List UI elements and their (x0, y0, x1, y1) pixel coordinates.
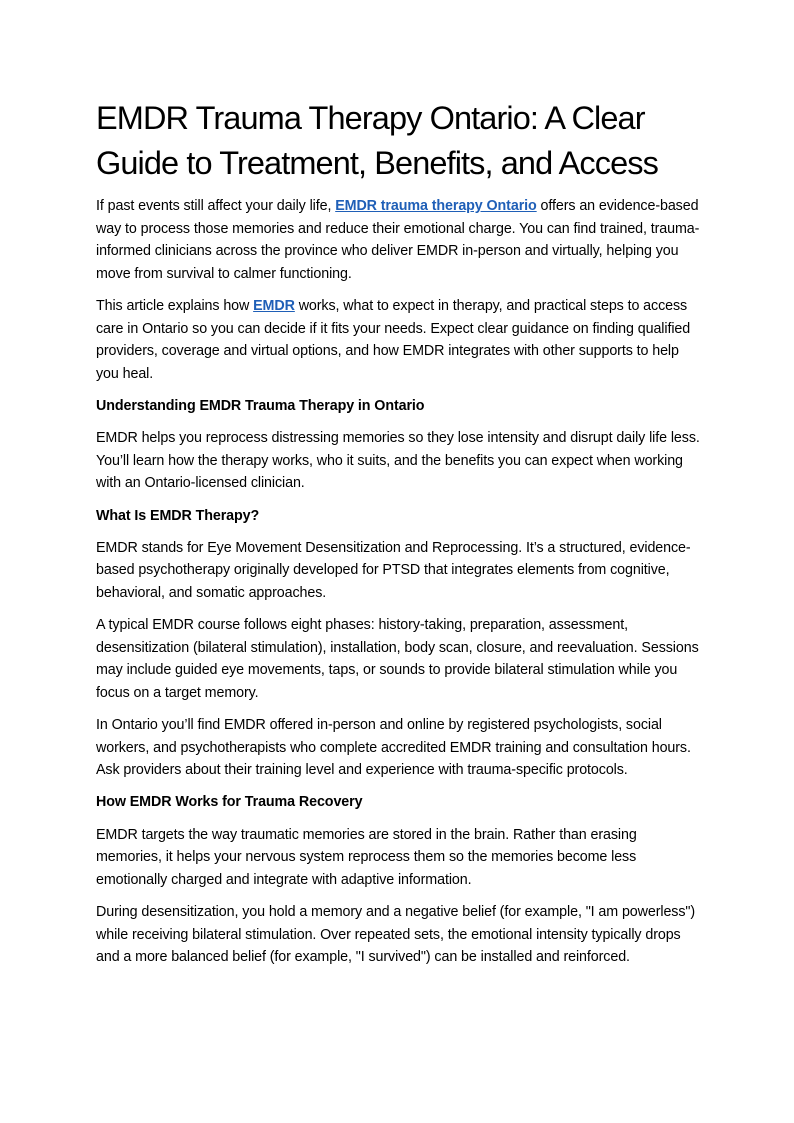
section-paragraph: A typical EMDR course follows eight phases: history-taking, preparation, assessment, desensitization (bilateral stimulation), installation, body scan, closure, and reevaluation. Sessions may include guided eye movements, taps, or sounds to provide bilateral stimulation while you focus on a target memory. (96, 617, 699, 701)
intro2-text-after: works, what to expect in therapy, and practical steps to access care in Ontario so you can decide if it fits your needs. Expect clear guidance on finding qualified providers, coverage and virtual options, and how EMDR integrates with other supports to help you heal. (96, 297, 691, 382)
page-title: EMDR Trauma Therapy Ontario: A Clear Guide to Treatment, Benefits, and Access (96, 100, 658, 181)
section-paragraph: In Ontario you’ll find EMDR offered in-person and online by registered psychologists, social workers, and psychotherapists who complete accredited EMDR training and consultation hours. Ask providers about their training level and experience with trauma-specific protocols. (96, 717, 691, 779)
emdr-link[interactable]: EMDR (253, 297, 295, 314)
section-heading-how-emdr-works: How EMDR Works for Trauma Recovery (96, 794, 363, 811)
section-heading-what-is-emdr: What Is EMDR Therapy? (96, 507, 260, 524)
intro2-paragraph (96, 295, 702, 385)
document-page (96, 96, 702, 978)
section-paragraph: EMDR helps you reprocess distressing memories so they lose intensity and disrupt daily life less. You’ll learn how the therapy works, who it suits, and the benefits you can expect when working with an Ontario-licensed clinician. (96, 430, 700, 492)
intro-text-before: If past events still affect your daily life, (96, 198, 336, 214)
section-paragraph: During desensitization, you hold a memory and a negative belief (for example, "I am powerless") while receiving bilateral stimulation. Over repeated sets, the emotional intensity typically drops and a more balanced belief (for example, "I survived") can be installed and reinforced. (96, 903, 696, 966)
emdr-trauma-therapy-ontario-link[interactable]: EMDR trauma therapy Ontario (335, 198, 537, 214)
intro2-text-before: This article explains how (96, 297, 254, 314)
section-paragraph: EMDR stands for Eye Movement Desensitization and Reprocessing. It’s a structured, evidence-based psychotherapy originally developed for PTSD that integrates elements from cognitive, behavioral, and somatic approaches. (96, 539, 691, 601)
section-paragraph: EMDR targets the way traumatic memories are stored in the brain. Rather than erasing memories, it helps your nervous system reprocess them so the memories become less emotionally charged and integrate with adaptive information. (96, 826, 637, 888)
intro-text-after: offers an evidence-based way to process those memories and reduce their emotional charge. You can find trained, trauma-informed clinicians across the province who deliver EMDR in-person and virtually, helping you move from survival to calmer functioning. (96, 198, 700, 282)
section-heading-understanding: Understanding EMDR Trauma Therapy in Ontario (96, 397, 425, 414)
intro-paragraph (96, 195, 702, 285)
